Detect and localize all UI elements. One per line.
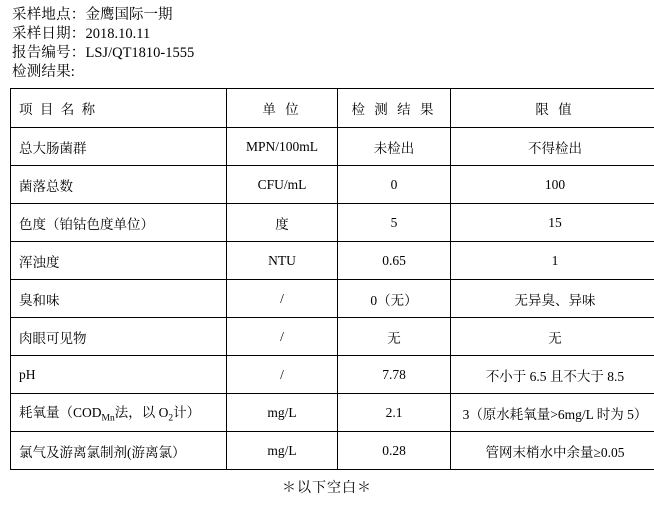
cell-result: 未检出 — [338, 128, 451, 166]
cell-result: 0（无） — [338, 280, 451, 318]
cell-item-name: 浑浊度 — [11, 242, 227, 280]
cell-limit: 管网末梢水中余量≥0.05 — [451, 432, 654, 470]
cell-item-name: 氯气及游离氯制剂(游离氯） — [11, 432, 227, 470]
cell-unit: mg/L — [227, 432, 338, 470]
table-row — [11, 394, 654, 432]
cell-item-name: 色度（铂钴色度单位） — [11, 204, 227, 242]
cell-unit: / — [227, 280, 338, 318]
table-row — [11, 166, 654, 204]
table-row — [11, 280, 654, 318]
cell-unit: MPN/100mL — [227, 128, 338, 166]
cell-result: 5 — [338, 204, 451, 242]
cell-item-name: pH — [11, 356, 227, 394]
report-number-value: LSJ/QT1810-1555 — [85, 45, 195, 61]
cell-item-name: 菌落总数 — [11, 166, 227, 204]
header-line-report-number — [12, 44, 644, 63]
cell-unit: / — [227, 356, 338, 394]
column-header-unit: 单 位 — [227, 89, 338, 128]
cell-limit: 1 — [451, 242, 654, 280]
cell-result: 0 — [338, 166, 451, 204]
cell-unit: / — [227, 318, 338, 356]
table-row — [11, 242, 654, 280]
header-line-results-title — [12, 63, 644, 82]
cell-unit: mg/L — [227, 394, 338, 432]
table-header-row — [11, 89, 654, 128]
column-header-limit: 限 值 — [451, 89, 654, 128]
cell-limit: 15 — [451, 204, 654, 242]
cell-limit: 无异臭、异味 — [451, 280, 654, 318]
sampling-location-value: 金鹰国际一期 — [85, 7, 173, 23]
cell-item-name: 臭和味 — [11, 280, 227, 318]
cell-limit: 100 — [451, 166, 654, 204]
report-number-label: 报告编号： — [12, 45, 86, 61]
report-header — [12, 6, 644, 82]
header-line-sampling-date — [12, 25, 644, 44]
blank-below-note: ＊以下空白＊ — [282, 481, 372, 496]
results-title-label: 检测结果: — [12, 64, 76, 80]
item-name-subscript-mn: Mn — [101, 413, 115, 424]
item-name-prefix: 耗氧量（COD — [19, 405, 102, 421]
cell-unit: CFU/mL — [227, 166, 338, 204]
cell-result: 无 — [338, 318, 451, 356]
test-results-table — [10, 88, 654, 470]
cell-result: 0.65 — [338, 242, 451, 280]
table-row — [11, 432, 654, 470]
cell-limit: 3（原水耗氧量>6mg/L 时为 5） — [451, 394, 654, 432]
sampling-date-label: 采样日期： — [12, 26, 86, 42]
cell-item-name: 肉眼可见物 — [11, 318, 227, 356]
cell-result: 0.28 — [338, 432, 451, 470]
column-header-item-name: 项 目 名 称 — [11, 89, 227, 128]
table-row — [11, 128, 654, 166]
cell-limit: 不小于 6.5 且不大于 8.5 — [451, 356, 654, 394]
cell-item-name — [11, 394, 227, 432]
cell-item-name: 总大肠菌群 — [11, 128, 227, 166]
table-row — [11, 318, 654, 356]
item-name-subscript-2: 2 — [168, 413, 174, 424]
sampling-date-value: 2018.10.11 — [85, 26, 151, 42]
cell-result: 2.1 — [338, 394, 451, 432]
item-name-middle: 法，以 O — [114, 405, 169, 421]
cell-result: 7.78 — [338, 356, 451, 394]
table-body — [11, 128, 654, 470]
column-header-result: 检 测 结 果 — [338, 89, 451, 128]
cell-limit: 无 — [451, 318, 654, 356]
sampling-location-label: 采样地点： — [12, 7, 86, 23]
cell-limit: 不得检出 — [451, 128, 654, 166]
table-row — [11, 204, 654, 242]
item-name-suffix: 计） — [173, 405, 201, 421]
header-line-sampling-location — [12, 6, 644, 25]
cell-unit: 度 — [227, 204, 338, 242]
cell-unit: NTU — [227, 242, 338, 280]
table-head — [11, 89, 654, 128]
table-row — [11, 356, 654, 394]
